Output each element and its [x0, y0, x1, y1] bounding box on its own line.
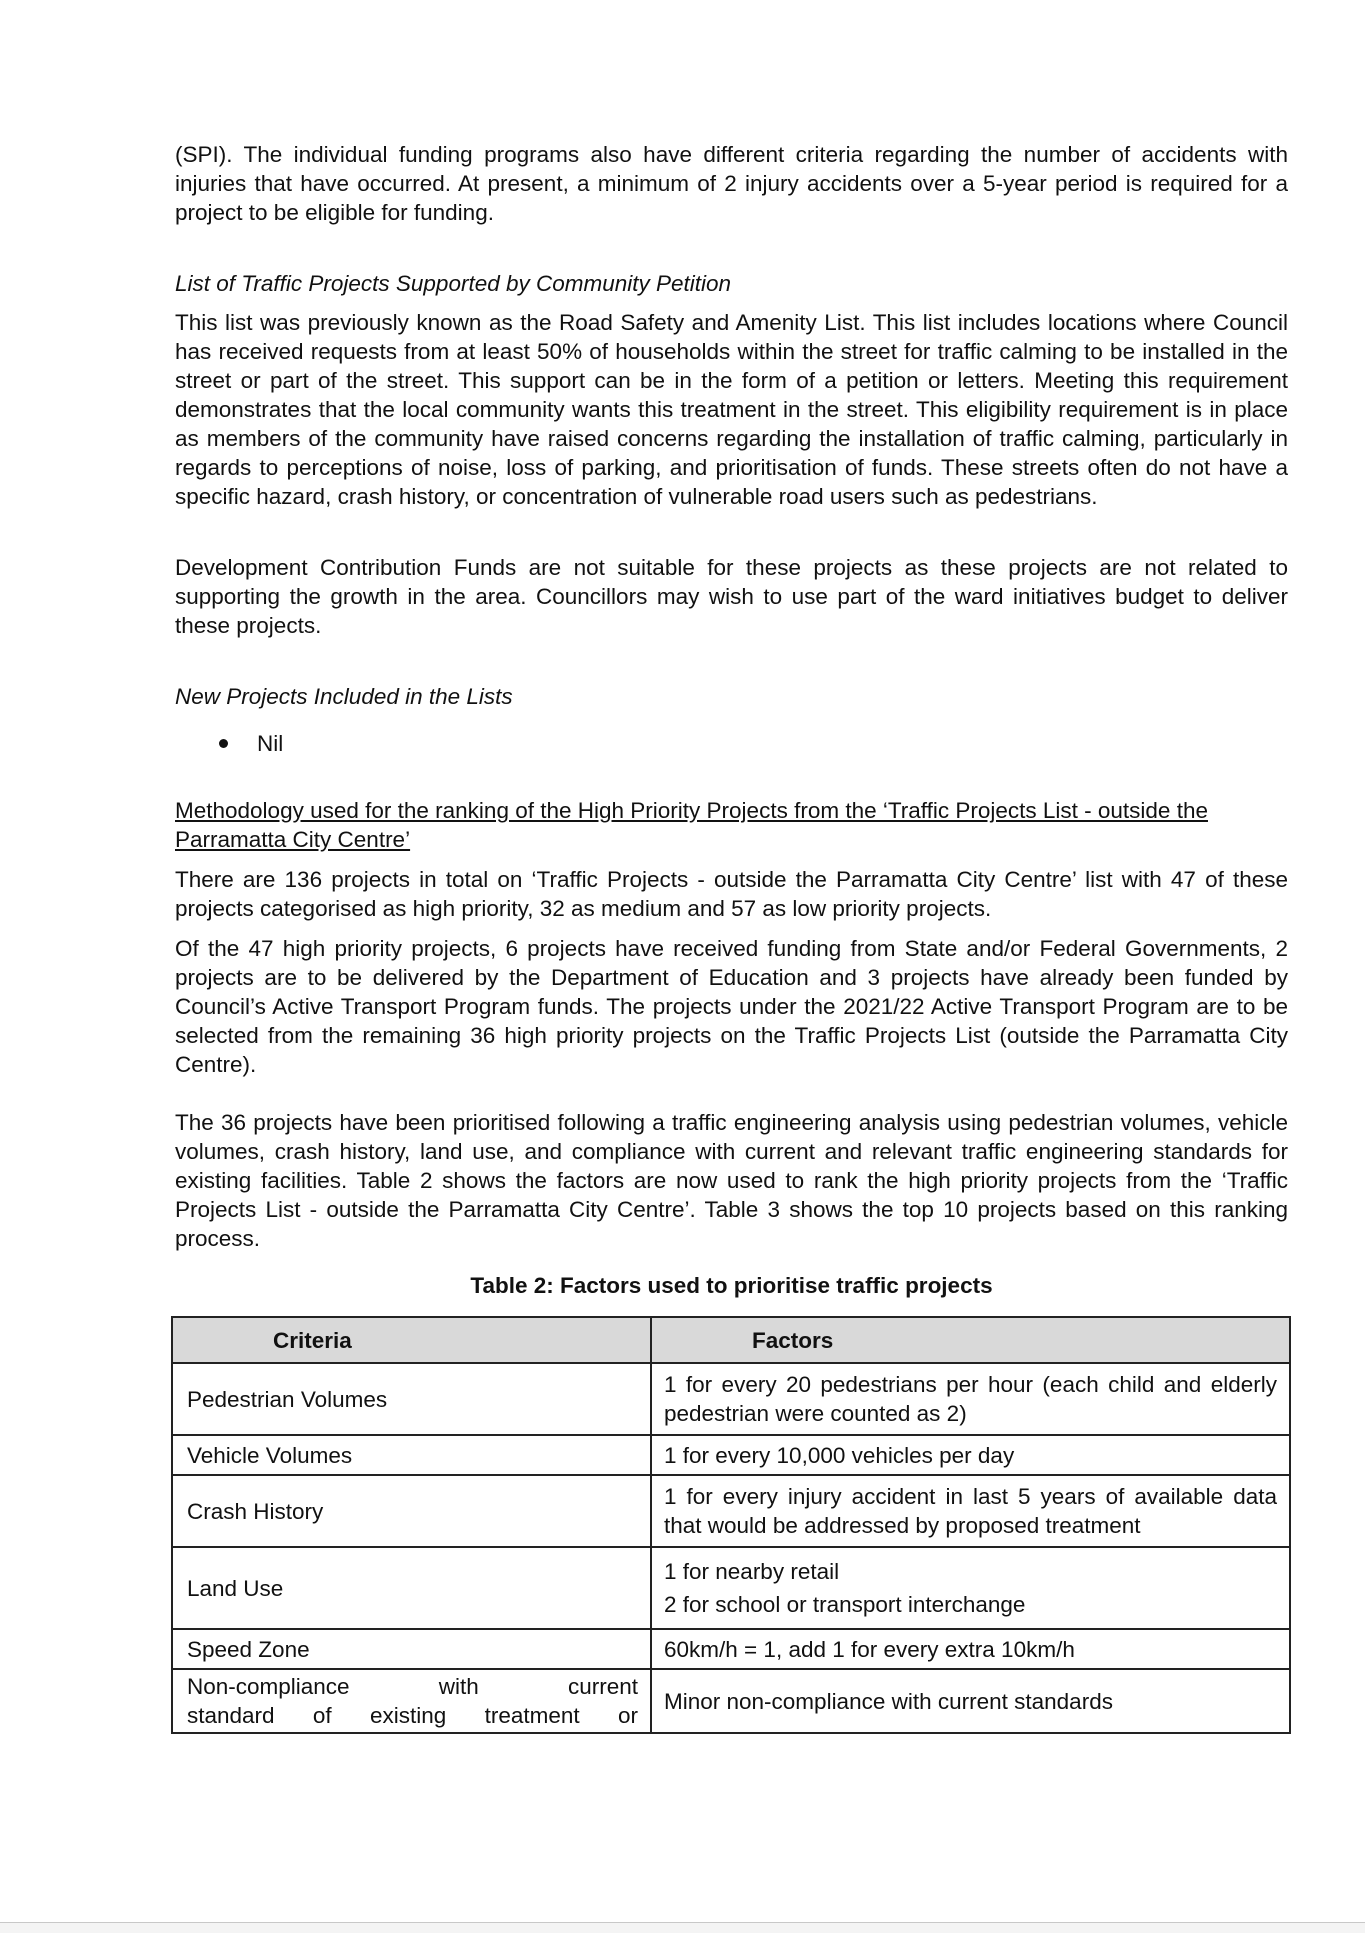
- petition-paragraph: This list was previously known as the Road Safety and Amenity List. This list includes locations where Council has received requests from at least 50% of households within the street for traffic calming to be installed in the street or part of the street. This support can be in the form of a petition or letters. Meeting this requirement demonstrates that the local community wants this treatment in the street. This eligibility requirement is in place as members of the community have raised concerns regarding the installation of traffic calming, particularly in regards to perceptions of noise, loss of parking, and prioritisation of funds. These streets often do not have a specific hazard, crash history, or concentration of vulnerable road users such as pedestrians.: [175, 310, 1288, 509]
- criteria-cell: Pedestrian Volumes: [172, 1363, 651, 1435]
- factors-line: 1 for nearby retail: [664, 1559, 840, 1584]
- factors-cell: Minor non-compliance with current standards: [651, 1669, 1290, 1733]
- table-row: [172, 1629, 1290, 1669]
- criteria-cell: Crash History: [172, 1475, 651, 1547]
- methodology-heading: Methodology used for the ranking of the High Priority Projects from the ‘Traffic Projects List - outside the Parramatta City Centre’: [175, 798, 1208, 852]
- criteria-line: Non-compliance with current: [187, 1674, 638, 1699]
- factors-cell: 1 for every 10,000 vehicles per day: [651, 1435, 1290, 1475]
- criteria-header: Criteria: [172, 1317, 651, 1363]
- bullet-icon: [219, 739, 228, 748]
- new-projects-heading: New Projects Included in the Lists: [175, 684, 513, 709]
- criteria-line: standard of existing treatment or: [187, 1703, 638, 1728]
- table-row: [172, 1547, 1290, 1629]
- methodology-paragraph-2: Of the 47 high priority projects, 6 projects have received funding from State and/or Federal Governments, 2 projects are to be delivered by the Department of Education and 3 projects have already been funded by Council’s Active Transport Program funds. The projects under the 2021/22 Active Transport Program are to be selected from the remaining 36 high priority projects on the Traffic Projects List (outside the Parramatta City Centre).: [175, 936, 1288, 1077]
- criteria-cell: [172, 1669, 651, 1733]
- factors-cell: 1 for every 20 pedestrians per hour (each child and elderly pedestrian were counted as 2): [651, 1363, 1290, 1435]
- factors-header: Factors: [651, 1317, 1290, 1363]
- development-funds-paragraph: Development Contribution Funds are not suitable for these projects as these projects are not related to supporting the growth in the area. Councillors may wish to use part of the ward initiatives budget to deliver these projects.: [175, 555, 1288, 638]
- methodology-paragraph-1: There are 136 projects in total on ‘Traffic Projects - outside the Parramatta City Centre’ list with 47 of these projects categorised as high priority, 32 as medium and 57 as low priority projects.: [175, 867, 1288, 921]
- list-item: Nil: [219, 729, 1288, 758]
- table-row: [172, 1669, 1290, 1733]
- table-header-row: [172, 1317, 1290, 1363]
- factors-cell: 1 for every injury accident in last 5 years of available data that would be addressed by proposed treatment: [651, 1475, 1290, 1547]
- petition-heading: List of Traffic Projects Supported by Community Petition: [175, 271, 732, 296]
- criteria-cell: Land Use: [172, 1547, 651, 1629]
- table-row: [172, 1475, 1290, 1547]
- new-projects-list: [175, 729, 1288, 758]
- criteria-cell: Speed Zone: [172, 1629, 651, 1669]
- factors-line: 2 for school or transport interchange: [664, 1592, 1026, 1617]
- factors-table: [171, 1316, 1291, 1734]
- table-row: [172, 1435, 1290, 1475]
- table-row: [172, 1363, 1290, 1435]
- intro-paragraph: (SPI). The individual funding programs also have different criteria regarding the number of accidents with injuries that have occurred. At present, a minimum of 2 injury accidents over a 5-year period is required for a project to be eligible for funding.: [175, 142, 1288, 225]
- factors-cell: 60km/h = 1, add 1 for every extra 10km/h: [651, 1629, 1290, 1669]
- factors-cell: [651, 1547, 1290, 1629]
- document-page: [175, 140, 1288, 1734]
- methodology-paragraph-3: The 36 projects have been prioritised following a traffic engineering analysis using pedestrian volumes, vehicle volumes, crash history, land use, and compliance with current and relevant traffic engineering standards for existing facilities. Table 2 shows the factors are now used to rank the high priority projects from the ‘Traffic Projects List - outside the Parramatta City Centre’. Table 3 shows the top 10 projects based on this ranking process.: [175, 1110, 1288, 1251]
- table-caption: Table 2: Factors used to prioritise traffic projects: [470, 1273, 993, 1298]
- page-bottom-edge: [0, 1922, 1365, 1933]
- criteria-cell: Vehicle Volumes: [172, 1435, 651, 1475]
